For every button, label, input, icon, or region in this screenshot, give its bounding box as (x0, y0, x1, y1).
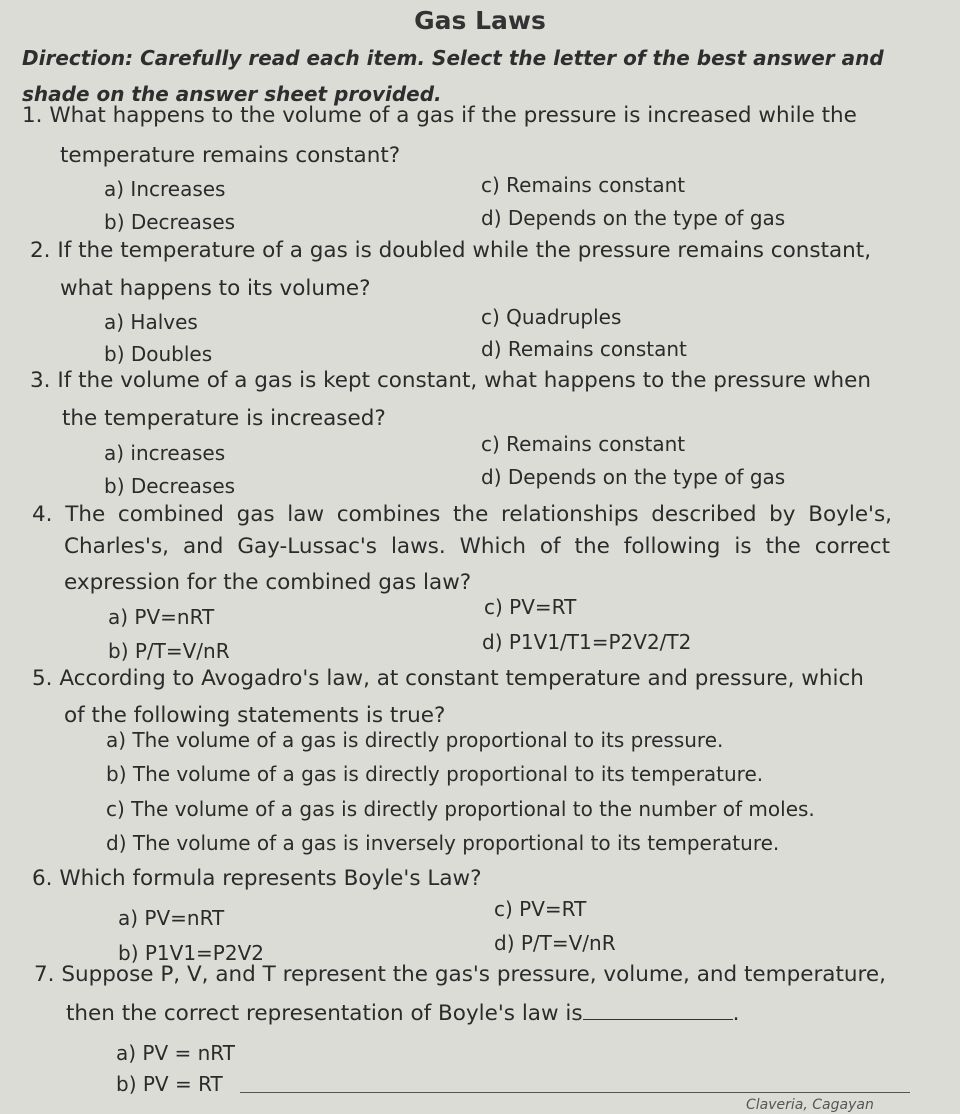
question-1-option-b: b) Decreases (104, 210, 236, 234)
question-1-option-a: a) Increases (104, 177, 226, 201)
question-2-option-c: c) Quadruples (481, 305, 622, 329)
question-7-text-main: then the correct representation of Boyle's law is (66, 1001, 583, 1026)
question-6-text: 6. Which formula represents Boyle's Law? (32, 866, 482, 891)
question-5-option-b: b) The volume of a gas is directly proportional to its temperature. (106, 762, 764, 786)
footer-divider (240, 1092, 910, 1093)
question-4-text-cont: Charles's, and Gay-Lussac's laws. Which of the following is the correct (64, 534, 890, 559)
question-5-text-cont: of the following statements is true? (64, 703, 446, 728)
question-4-text: 4. The combined gas law combines the relationships described by Boyle's, (32, 502, 892, 527)
question-5-text: 5. According to Avogadro's law, at constant temperature and pressure, which (32, 666, 864, 691)
question-7-text: 7. Suppose P, V, and T represent the gas's pressure, volume, and temperature, (34, 962, 886, 987)
question-1-option-d: d) Depends on the type of gas (481, 206, 786, 230)
question-4-option-c: c) PV=RT (484, 595, 577, 619)
answer-blank-line (583, 1005, 733, 1020)
question-2-text-cont: what happens to its volume? (60, 276, 371, 301)
question-5-option-c: c) The volume of a gas is directly proportional to the number of moles. (106, 797, 815, 821)
question-3-option-b: b) Decreases (104, 474, 236, 498)
footer-location: Claveria, Cagayan (746, 1097, 874, 1113)
question-6-option-a: a) PV=nRT (118, 906, 225, 930)
question-5-option-d: d) The volume of a gas is inversely proportional to its temperature. (106, 831, 780, 855)
question-4-option-d: d) P1V1/T1=P2V2/T2 (482, 630, 692, 654)
question-4-option-a: a) PV=nRT (108, 605, 215, 629)
question-6-option-c: c) PV=RT (494, 897, 587, 921)
question-1-text-cont: temperature remains constant? (60, 143, 401, 168)
question-5-option-a: a) The volume of a gas is directly proportional to its pressure. (106, 728, 724, 752)
question-7-text-cont (66, 1001, 739, 1026)
question-3-text: 3. If the volume of a gas is kept constant, what happens to the pressure when (30, 368, 872, 393)
question-2-text: 2. If the temperature of a gas is doubled while the pressure remains constant, (30, 238, 872, 263)
page-title: Gas Laws (414, 6, 546, 35)
question-2-option-b: b) Doubles (104, 342, 213, 366)
question-3-text-cont: the temperature is increased? (62, 406, 386, 431)
question-2-option-a: a) Halves (104, 310, 198, 334)
question-7-option-b: b) PV = RT (116, 1072, 223, 1096)
question-4-option-b: b) P/T=V/nR (108, 639, 230, 663)
question-7-period: . (732, 1001, 740, 1026)
question-6-option-b: b) P1V1=P2V2 (118, 941, 264, 965)
question-7-option-a: a) PV = nRT (116, 1041, 235, 1065)
question-3-option-a: a) increases (104, 441, 226, 465)
question-4-text-cont-2: expression for the combined gas law? (64, 570, 472, 595)
question-1-option-c: c) Remains constant (481, 173, 686, 197)
question-6-option-d: d) P/T=V/nR (494, 931, 616, 955)
question-3-option-c: c) Remains constant (481, 432, 686, 456)
question-2-option-d: d) Remains constant (481, 337, 687, 361)
directions-text: Direction: Carefully read each item. Select the letter of the best answer and shade on the answer sheet provided. (22, 46, 884, 106)
question-3-option-d: d) Depends on the type of gas (481, 465, 786, 489)
question-1-text: 1. What happens to the volume of a gas if the pressure is increased while the (22, 103, 857, 128)
